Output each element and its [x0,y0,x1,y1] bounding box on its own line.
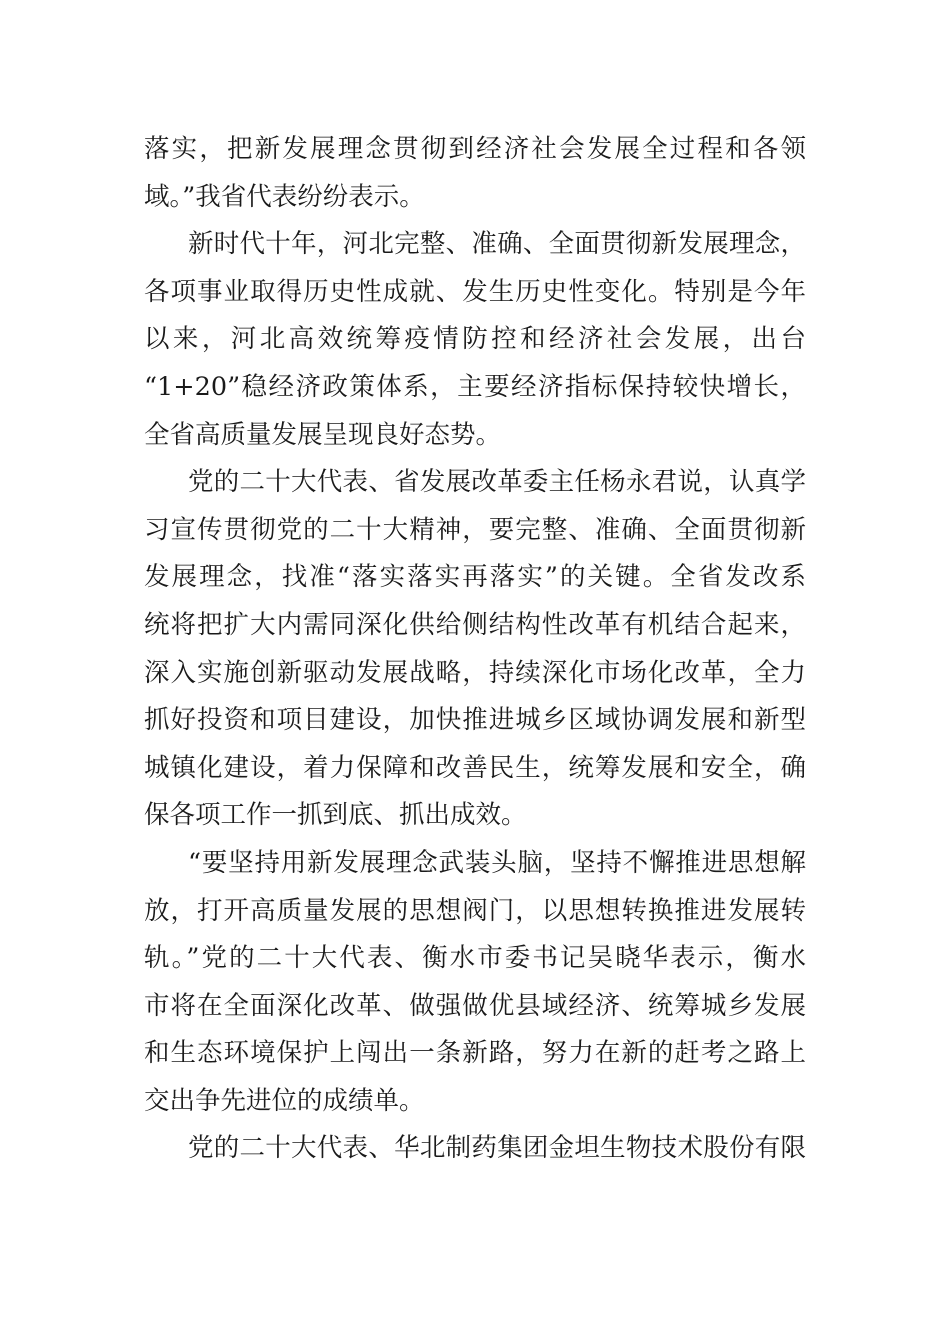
text-line: 以来，河北高效统筹疫情防控和经济社会发展，出台 [144,324,806,355]
text-line: 党的二十大代表、省发展改革委主任杨永君说，认真学 [188,467,806,498]
text-line: 全省高质量发展呈现良好态势。 [144,419,502,450]
text-line: 统将把扩大内需同深化供给侧结构性改革有机结合起来， [144,609,806,640]
article-body [144,126,806,1173]
paragraph [144,221,806,459]
text-line: 各项事业取得历史性成就、发生历史性变化。特别是今年 [144,276,806,307]
text-line: 和生态环境保护上闯出一条新路，努力在新的赶考之路上 [144,1038,806,1069]
paragraph [144,459,806,840]
paragraph [144,1125,806,1173]
text-line: 党的二十大代表、华北制药集团金坦生物技术股份有限 [188,1133,806,1164]
text-line: 放，打开高质量发展的思想阀门，以思想转换推进发展转 [144,895,806,926]
text-line: 深入实施创新驱动发展战略，持续深化市场化改革，全力 [144,657,806,688]
text-line: 域。”我省代表纷纷表示。 [144,181,425,212]
text-line: 落实，把新发展理念贯彻到经济社会发展全过程和各领 [144,134,806,164]
paragraph [144,840,806,1126]
text-line: “要坚持用新发展理念武装头脑，坚持不懈推进思想解 [188,847,806,878]
text-line: 交出争先进位的成绩单。 [144,1085,425,1116]
paragraph [144,126,806,221]
text-line: 城镇化建设，着力保障和改善民生，统筹发展和安全，确 [144,752,806,783]
text-line: 市将在全面深化改革、做强做优县域经济、统筹城乡发展 [144,990,806,1021]
text-line: 发展理念，找准“落实落实再落实”的关键。全省发改系 [144,562,806,593]
text-line: 轨。”党的二十大代表、衡水市委书记吴晓华表示，衡水 [144,943,806,974]
text-line: 新时代十年，河北完整、准确、全面贯彻新发展理念， [188,229,806,260]
text-line: 保各项工作一抓到底、抓出成效。 [144,800,527,831]
text-line: 抓好投资和项目建设，加快推进城乡区域协调发展和新型 [144,705,806,736]
text-line: “1+20”稳经济政策体系，主要经济指标保持较快增长， [144,371,806,402]
text-line: 习宣传贯彻党的二十大精神，要完整、准确、全面贯彻新 [144,514,806,545]
